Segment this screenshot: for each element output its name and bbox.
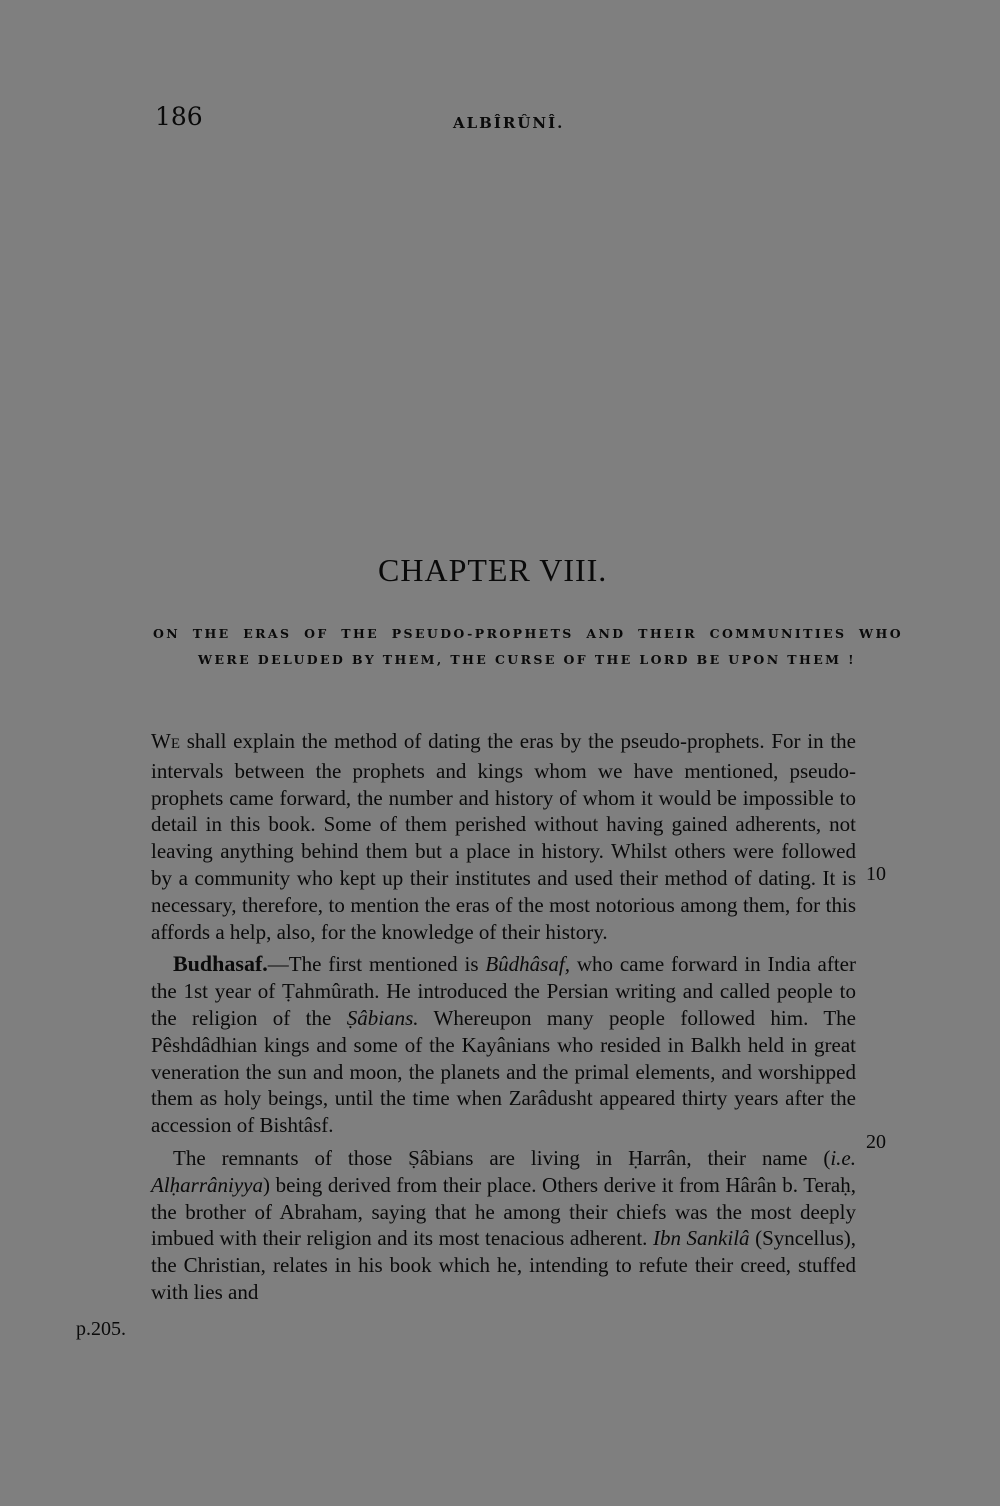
- paragraph-3-italic-b: Ibn Sankilâ: [652, 1226, 750, 1251]
- paragraph-2-text-b: who came forward in India after the 1st year of Ṭahmûrath. He introduced the Persian writing and called people to the religion of the: [151, 952, 856, 1030]
- paragraph-3-text-b: ) being derived from their place. Others derive it from Hârân b. Teraḥ, the brother of Abraham, saying that he among their chiefs was the most deeply imbued with their religion and its most tenacious adherent.: [151, 1172, 856, 1251]
- paragraph-3: [151, 1145, 856, 1306]
- paragraph-3-italic-a: i.e. Alḥarrâniyya: [151, 1145, 856, 1197]
- page-number: 186: [155, 102, 203, 131]
- body-text: [151, 728, 856, 1312]
- small-caps: E: [170, 736, 180, 752]
- paragraph-3-text-c: (Syncellus), the Christian, relates in his book which he, intending to refute their creed, stuffed with lies and: [151, 1226, 856, 1304]
- chapter-title: CHAPTER VIII.: [378, 552, 608, 588]
- chapter-subtitle: ON THE ERAS OF THE PSEUDO-PROPHETS AND THEIR COMMUNITIES WHO WERE DELUDED BY THEM, THE CURSE OF THE LORD BE UPON THEM !: [153, 626, 903, 667]
- paragraph-2-text-a: —The first mentioned is: [267, 952, 486, 977]
- page-reference: p.205.: [76, 1318, 126, 1340]
- section-heading: Budhasaf.: [173, 951, 268, 977]
- paragraph-2-italic-b: Ṣâbians.: [346, 1005, 419, 1030]
- paragraph-3-text-a: The remnants of those Ṣâbians are living in Ḥarrân, their name (: [173, 1145, 831, 1170]
- running-head: ALBÎRÛNÎ.: [453, 114, 565, 132]
- paragraph-2: [151, 951, 856, 1139]
- line-number-10: 10: [866, 863, 886, 885]
- paragraph-2-text-c: Whereupon many people followed him. The Pêshdâdhian kings and some of the Kayânians who resided in Balkh held in great veneration the sun and moon, the planets and the primal elements, and worshipped them as holy beings, until the time when Zarâdusht appeared thirty years after the accession of Bishtâsf.: [151, 1005, 856, 1138]
- paragraph-2-italic-a: Bûdhâsaf,: [485, 952, 570, 977]
- paragraph-1: [151, 728, 856, 945]
- drop-initial: W: [151, 729, 171, 753]
- paragraph-1-text: shall explain the method of dating the eras by the pseudo-prophets. For in the intervals between the prophets and kings whom we have mentioned, pseudo-prophets came forward, the number and history of whom it would be impossible to detail in this book. Some of them perished without having gained adherents, not leaving anything behind them but a place in history. Whilst others were followed by a community who kept up their institutes and used their method of dating. It is necessary, therefore, to mention the eras of the most notorious among them, for this affords a help, also, for the knowledge of their history.: [151, 729, 856, 944]
- line-number-20: 20: [866, 1131, 886, 1153]
